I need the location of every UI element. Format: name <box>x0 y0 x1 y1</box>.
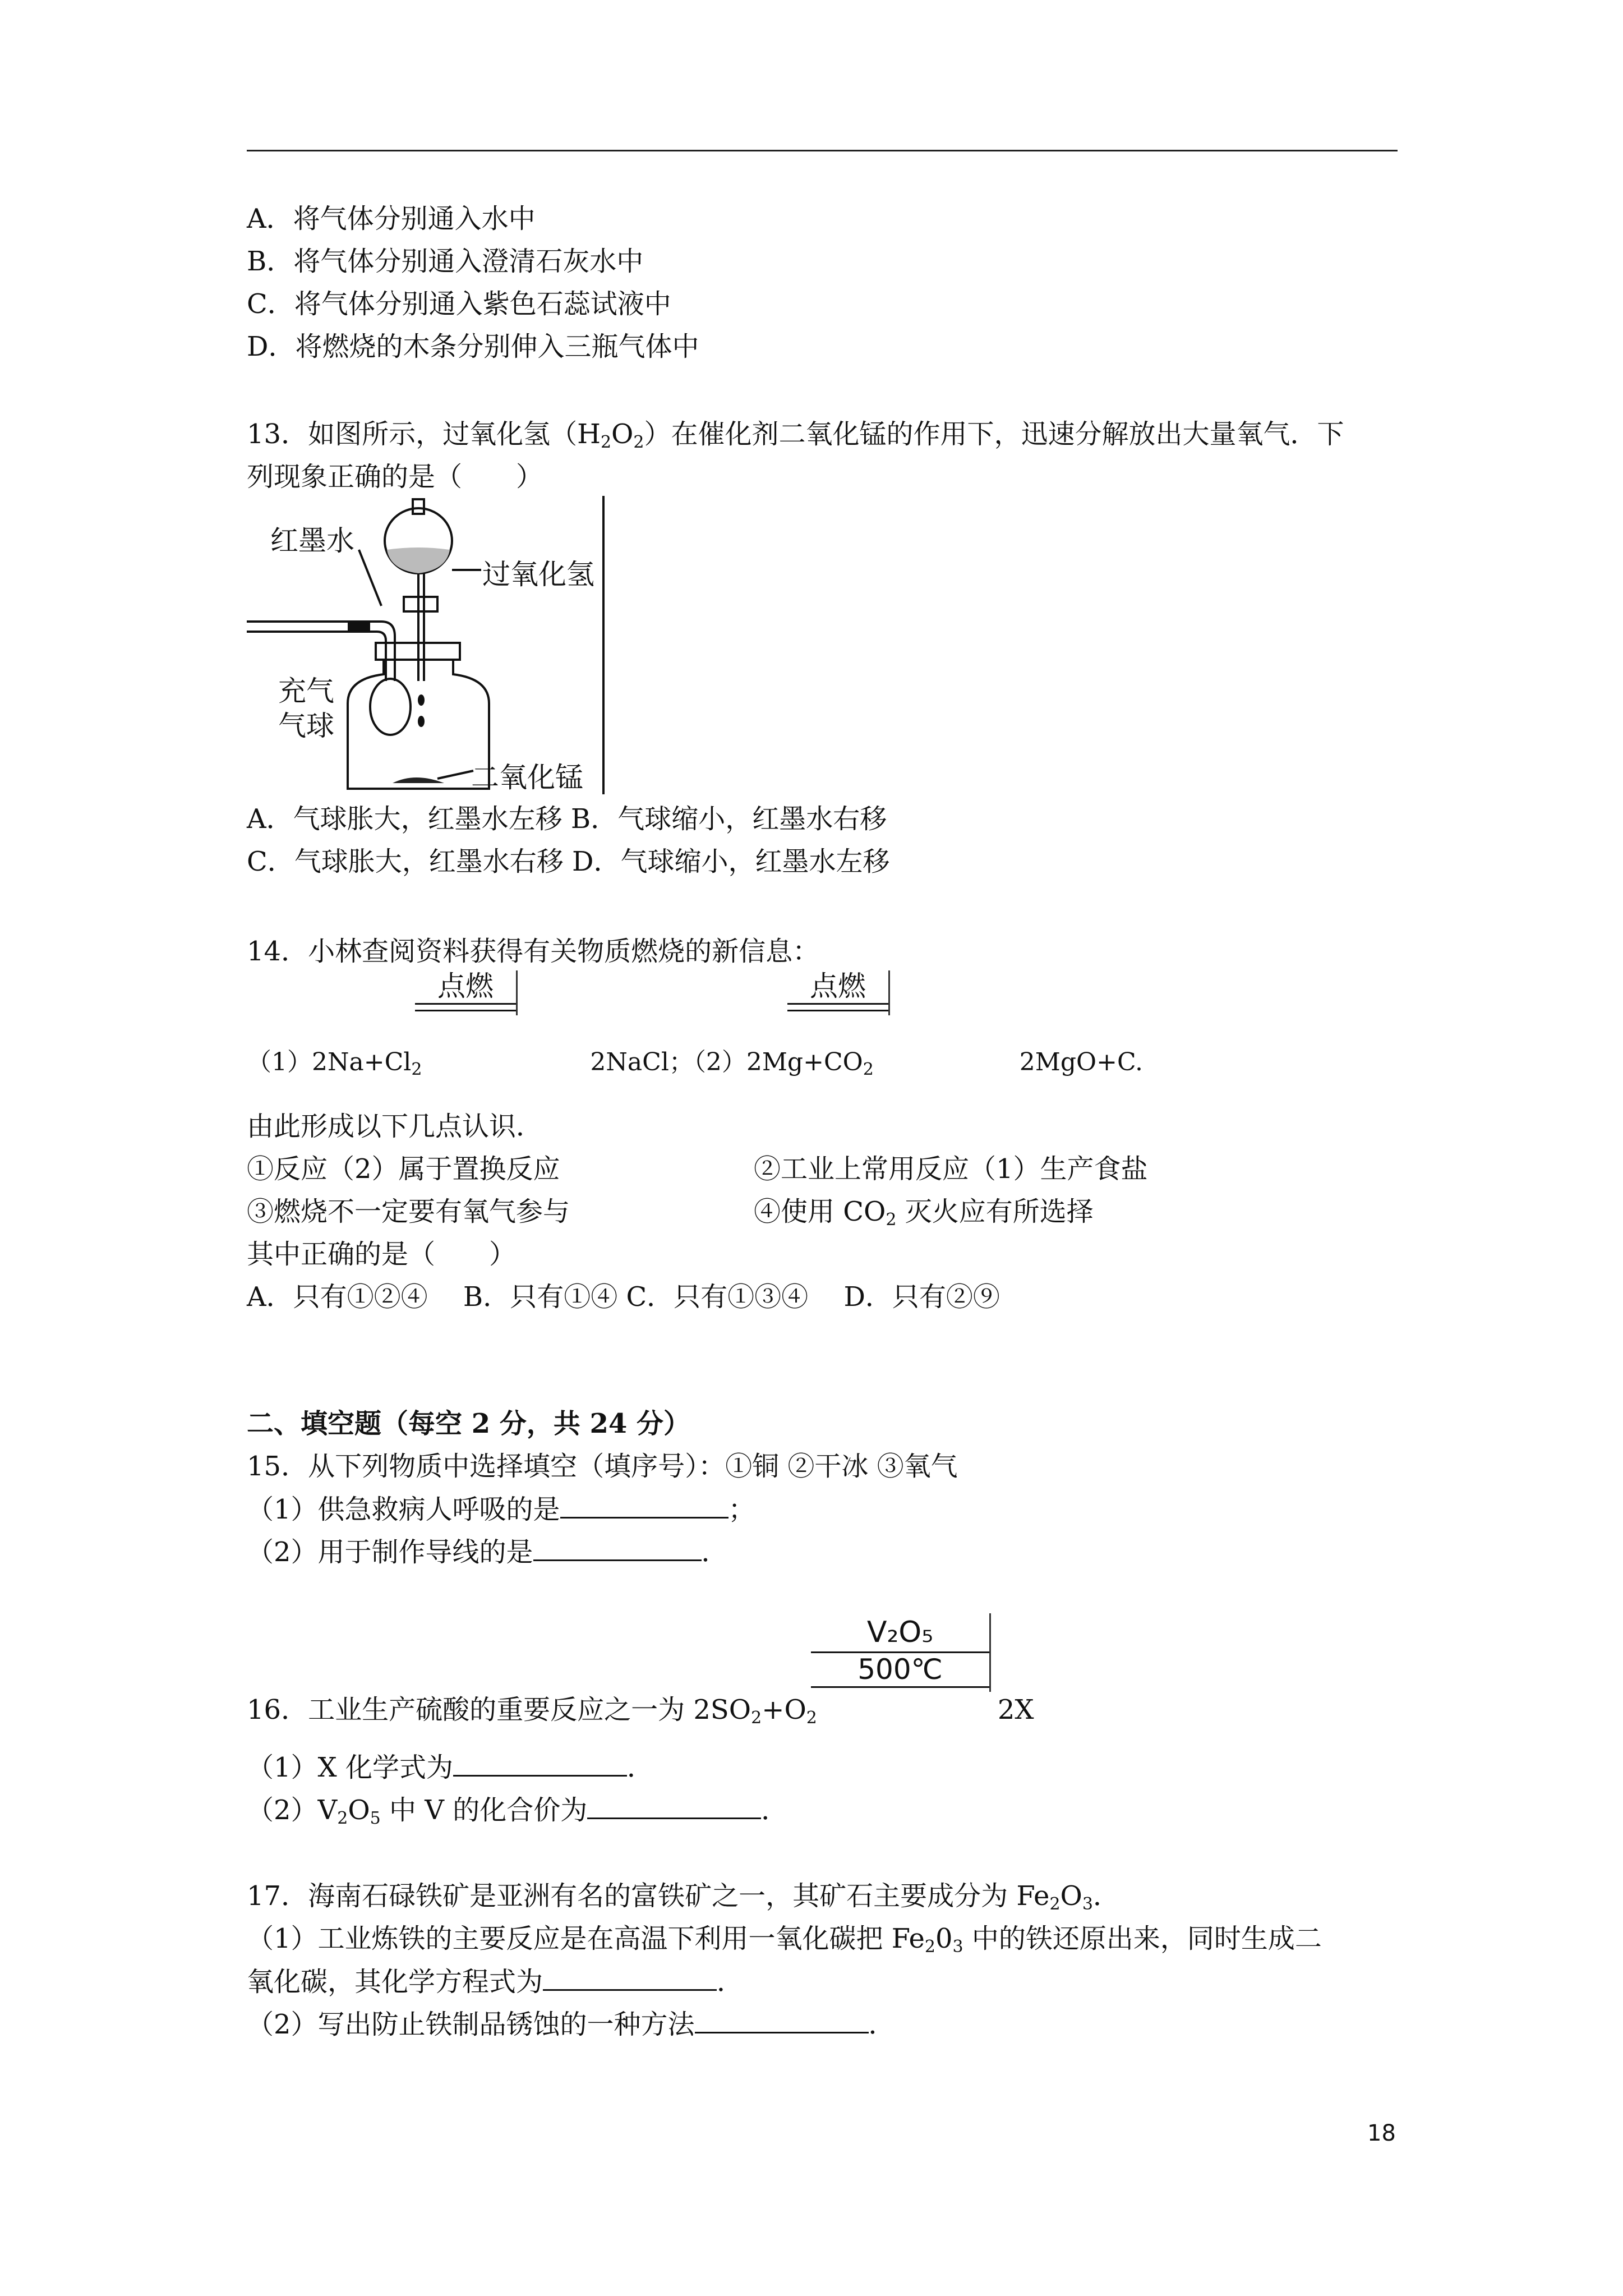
q13-stem-line1: 13．如图所示，过氧化氢$(H_2O_2)$在催化剂二氧化锰的作用下，迅速分解放出大量氧气．下 <box>247 418 1344 452</box>
q14-condition-1-bar <box>415 1003 516 1005</box>
q17-stem: 17．海南石碌铁矿是亚洲有名的富铁矿之一，其矿石主要成分为 $Fe_2O_3$． <box>247 1880 1120 1914</box>
q14-condition-2-text: 点燃 <box>810 970 866 1002</box>
q15-stem: 15．从下列物质中选择填空（填序号）：①铜 ②干冰 ③氧气 <box>247 1451 958 1482</box>
q17-sub1-line2: 氧化碳，其化学方程式为 ． <box>247 1964 744 1999</box>
q16-condition-bar2 <box>811 1686 989 1688</box>
q17-blank2[interactable] <box>695 2007 869 2033</box>
q13-options-line2: C．气球胀大，红墨水右移 D．气球缩小，红墨水左移 <box>247 846 890 877</box>
q15-sub2: （2）用于制作导线的是 ． <box>247 1535 728 1569</box>
q12-option-b: B．将气体分别通入澄清石灰水中 <box>247 246 644 277</box>
q16-blank2[interactable] <box>587 1793 761 1819</box>
q13-stem-line2: 列现象正确的是（ ） <box>247 461 543 493</box>
q14-ask: 其中正确的是（ ） <box>247 1239 517 1270</box>
q17-blank1[interactable] <box>543 1964 717 1991</box>
label-red-ink: 红墨水 <box>270 524 354 557</box>
q12-option-c: C．将气体分别通入紫色石蕊试液中 <box>247 288 671 320</box>
q13-options-line1: A．气球胀大，红墨水左移 B．气球缩小，红墨水右移 <box>247 803 887 835</box>
q14-point3: ③燃烧不一定要有氧气参与 <box>247 1196 570 1227</box>
page-number: 18 <box>1367 2120 1396 2146</box>
q16-stem: 16．工业生产硫酸的重要反应之一为 $2SO_2+O_2$ 2X <box>247 1694 1034 1728</box>
q16-sub1: （1）X 化学式为 ． <box>247 1750 654 1784</box>
q14-reaction-condition-2 <box>787 970 890 1015</box>
q14-options: A．只有①②④ B．只有①④ C．只有①③④ D．只有②⑨ <box>247 1281 1000 1313</box>
header-rule <box>247 150 1398 151</box>
q14-point2: ②工业上常用反应（1）生产食盐 <box>754 1153 1148 1185</box>
q14-intro: 由此形成以下几点认识． <box>247 1111 543 1142</box>
section2-title: 二、填空题（每空 2 分，共 24 分） <box>247 1408 691 1439</box>
q16-catalyst: V₂O₅ <box>866 1616 934 1649</box>
q16-temperature: 500℃ <box>857 1653 943 1686</box>
label-mno2: 二氧化锰 <box>471 761 583 794</box>
q14-point4: ④使用 $CO_2$ 灭火应有所选择 <box>754 1196 1094 1230</box>
q14-condition-2-bar2 <box>787 1010 888 1011</box>
q14-condition-1-bar2 <box>415 1010 516 1011</box>
apparatus-figure <box>247 496 606 794</box>
q15-blank1[interactable] <box>560 1492 728 1519</box>
q14-condition-1-text: 点燃 <box>437 970 494 1002</box>
q14-reaction-condition-1 <box>415 970 518 1015</box>
q16-sub2: $(2)V_2O_5$ 中 V 的化合价为 ． <box>247 1793 788 1835</box>
q17-sub2: （2）写出防止铁制品锈蚀的一种方法 ． <box>247 2007 896 2041</box>
q12-option-a: A．将气体分别通入水中 <box>247 203 536 234</box>
q15-sub1: （1）供急救病人呼吸的是 ； <box>247 1492 755 1526</box>
q14-point1: ①反应（2）属于置换反应 <box>247 1153 560 1185</box>
q12-option-d: D．将燃烧的木条分别伸入三瓶气体中 <box>247 331 699 362</box>
q17-sub1-line1: （1）工业炼铁的主要反应是在高温下利用一氧化碳把 $Fe_20_3$ 中的铁还原出来，同时生成二 <box>247 1923 1322 1957</box>
q16-reaction-condition <box>811 1613 991 1692</box>
q14-condition-2-bar <box>787 1003 888 1005</box>
q14-stem: 14．小林查阅资料获得有关物质燃烧的新信息： <box>247 936 820 967</box>
label-balloon-line1: 充气 <box>278 675 334 707</box>
label-balloon-line2: 气球 <box>278 710 334 742</box>
label-h2o2: 过氧化氢 <box>482 558 594 591</box>
q14-equations: $(1)2Na+Cl_2$ 2NaCl；$(2)2Mg+CO_2$ 2MgO+C. <box>247 1048 1144 1079</box>
q15-blank2[interactable] <box>533 1535 702 1561</box>
q16-blank1[interactable] <box>453 1750 627 1777</box>
